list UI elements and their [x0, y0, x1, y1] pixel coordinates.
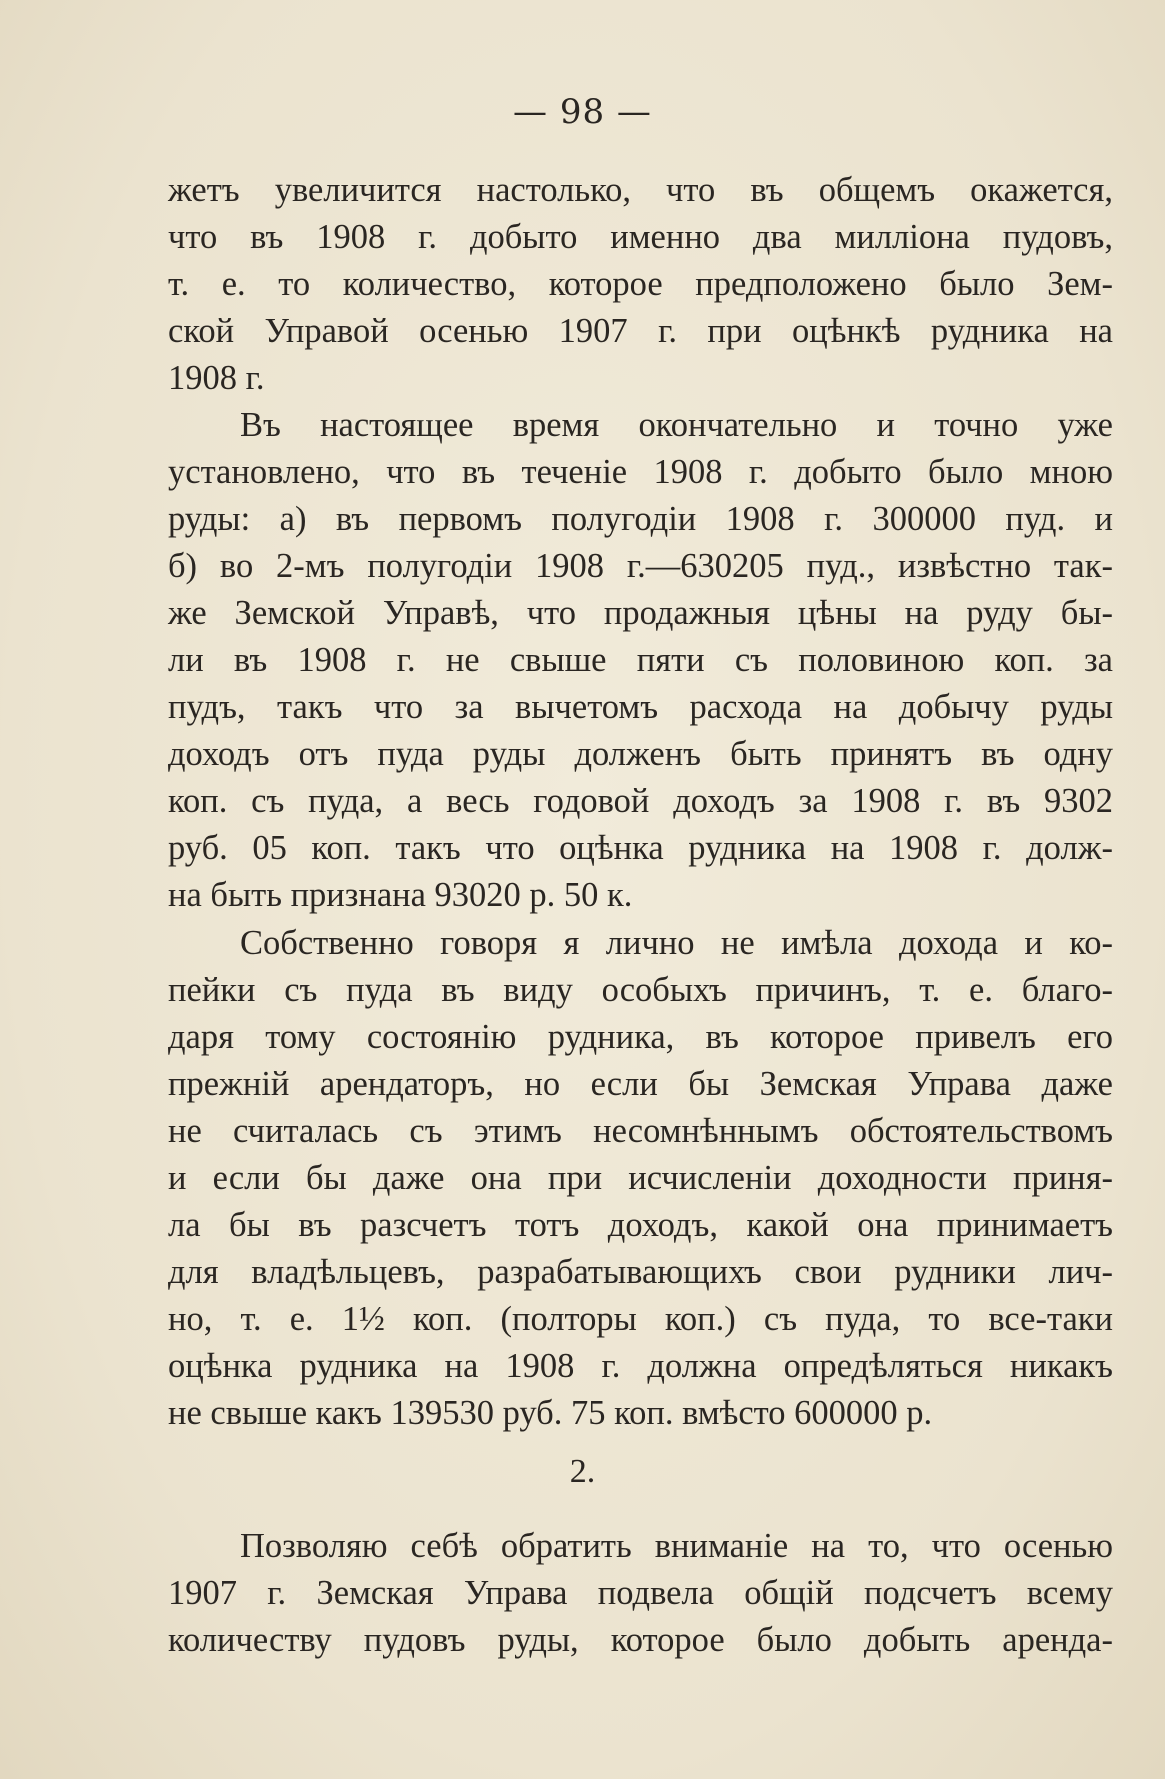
text-line: Собственно говоря я лично не имѣла дохода и ко- [240, 924, 1113, 962]
text-line: не считалась съ этимъ несомнѣннымъ обстоятельствомъ [168, 1112, 1113, 1150]
text-line: на быть признана 93020 р. 50 к. [168, 876, 633, 914]
text-line: 1907 г. Земская Управа подвела общій подсчетъ всему [168, 1574, 1113, 1612]
text-line: т. е. то количество, которое предположено было Зем- [168, 265, 1113, 303]
text-line: ла бы въ разсчетъ тотъ доходъ, какой она принимаетъ [168, 1206, 1113, 1244]
text-line: доходъ отъ пуда руды долженъ быть принятъ въ одну [168, 735, 1113, 773]
text-line: 1908 г. [168, 359, 265, 397]
text-line: руб. 05 коп. такъ что оцѣнка рудника на 1908 г. долж- [168, 829, 1113, 867]
page-number: — 98 — [513, 92, 652, 132]
text-line: но, т. е. 1½ коп. (полторы коп.) съ пуда, то все-таки [168, 1300, 1113, 1338]
text-line: ли въ 1908 г. не свыше пяти съ половиною коп. за [168, 641, 1113, 679]
text-line: количеству пудовъ руды, которое было добыть аренда- [168, 1621, 1113, 1659]
text-line: для владѣльцевъ, разрабатывающихъ свои рудники лич- [168, 1253, 1113, 1291]
text-line: что въ 1908 г. добыто именно два милліона пудовъ, [168, 218, 1113, 256]
text-line: коп. съ пуда, а весь годовой доходъ за 1908 г. въ 9302 [168, 782, 1113, 820]
text-line: Позволяю себѣ обратить вниманіе на то, что осенью [240, 1527, 1113, 1565]
text-line: и если бы даже она при исчисленіи доходности приня- [168, 1159, 1113, 1197]
text-line: оцѣнка рудника на 1908 г. должна опредѣляться никакъ [168, 1347, 1113, 1385]
text-line: установлено, что въ теченіе 1908 г. добыто было мною [168, 453, 1113, 491]
text-line: Въ настоящее время окончательно и точно уже [240, 406, 1113, 444]
text-line: б) во 2-мъ полугодіи 1908 г.—630205 пуд., извѣстно так- [168, 547, 1113, 585]
text-line: же Земской Управѣ, что продажныя цѣны на руду бы- [168, 594, 1113, 632]
paragraph-2 [168, 402, 1113, 919]
text-line: пейки съ пуда въ виду особыхъ причинъ, т. е. благо- [168, 971, 1113, 1009]
text-line: прежній арендаторъ, но если бы Земская Управа даже [168, 1065, 1113, 1103]
text-line: жетъ увеличится настолько, что въ общемъ окажется, [168, 171, 1113, 209]
paragraph-3 [168, 920, 1113, 1437]
section-number: 2. [569, 1453, 596, 1490]
paragraph-4 [168, 1523, 1113, 1664]
text-line: ской Управой осенью 1907 г. при оцѣнкѣ рудника на [168, 312, 1113, 350]
text-line: пудъ, такъ что за вычетомъ расхода на добычу руды [168, 688, 1113, 726]
text-line: даря тому состоянію рудника, въ которое привелъ его [168, 1018, 1113, 1056]
text-line: руды: а) въ первомъ полугодіи 1908 г. 300000 пуд. и [168, 500, 1113, 538]
paragraph-1 [168, 167, 1113, 402]
text-line: не свыше какъ 139530 руб. 75 коп. вмѣсто 600000 р. [168, 1394, 933, 1432]
